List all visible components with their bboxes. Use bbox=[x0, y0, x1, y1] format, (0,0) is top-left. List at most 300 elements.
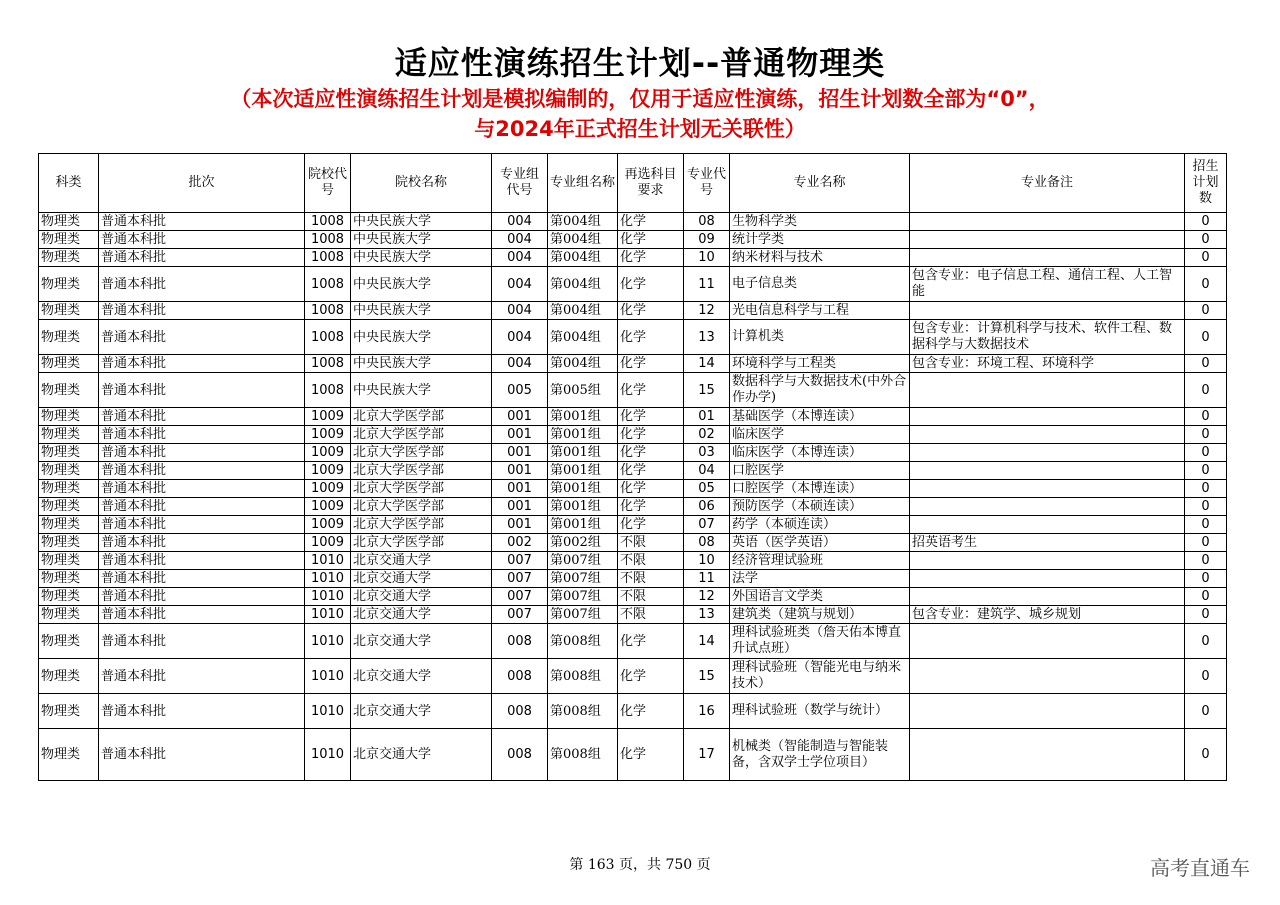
table-cell: 包含专业：计算机科学与技术、软件工程、数据科学与大数据技术 bbox=[910, 320, 1185, 355]
table-cell: 1009 bbox=[305, 516, 351, 534]
table-cell: 0 bbox=[1185, 426, 1227, 444]
table-row bbox=[39, 552, 1227, 570]
table-cell: 001 bbox=[492, 444, 548, 462]
table-cell: 北京大学医学部 bbox=[351, 408, 492, 426]
table-cell: 第007组 bbox=[548, 552, 618, 570]
table-cell: 第001组 bbox=[548, 498, 618, 516]
table-cell: 物理类 bbox=[39, 534, 99, 552]
table-cell: 物理类 bbox=[39, 267, 99, 302]
table-cell: 北京交通大学 bbox=[351, 606, 492, 624]
table-cell bbox=[910, 624, 1185, 659]
table-cell: 1009 bbox=[305, 426, 351, 444]
table-cell: 物理类 bbox=[39, 373, 99, 408]
table-cell bbox=[910, 729, 1185, 781]
col-header: 招生计划数 bbox=[1185, 154, 1227, 213]
table-cell: 第004组 bbox=[548, 355, 618, 373]
table-cell bbox=[910, 552, 1185, 570]
table-cell: 15 bbox=[684, 659, 730, 694]
table-cell: 物理类 bbox=[39, 320, 99, 355]
table-cell: 0 bbox=[1185, 355, 1227, 373]
table-cell: 1008 bbox=[305, 267, 351, 302]
table-cell: 10 bbox=[684, 552, 730, 570]
table-cell: 第004组 bbox=[548, 231, 618, 249]
table-cell: 北京大学医学部 bbox=[351, 498, 492, 516]
table-cell: 物理类 bbox=[39, 694, 99, 729]
table-cell: 化学 bbox=[618, 302, 684, 320]
table-cell: 环境科学与工程类 bbox=[730, 355, 910, 373]
table-cell: 0 bbox=[1185, 302, 1227, 320]
table-cell: 001 bbox=[492, 462, 548, 480]
table-cell: 化学 bbox=[618, 516, 684, 534]
table-cell: 第001组 bbox=[548, 426, 618, 444]
table-cell: 北京交通大学 bbox=[351, 659, 492, 694]
table-cell: 第007组 bbox=[548, 606, 618, 624]
table-cell: 中央民族大学 bbox=[351, 320, 492, 355]
table-cell: 临床医学 bbox=[730, 426, 910, 444]
table-cell bbox=[910, 694, 1185, 729]
table-row bbox=[39, 355, 1227, 373]
table-cell: 09 bbox=[684, 231, 730, 249]
table-cell: 1010 bbox=[305, 624, 351, 659]
table-cell: 不限 bbox=[618, 588, 684, 606]
table-cell: 第008组 bbox=[548, 729, 618, 781]
table-cell: 第004组 bbox=[548, 302, 618, 320]
table-cell: 0 bbox=[1185, 267, 1227, 302]
table-cell: 0 bbox=[1185, 659, 1227, 694]
table-cell: 物理类 bbox=[39, 408, 99, 426]
table-cell: 1008 bbox=[305, 320, 351, 355]
table-cell: 007 bbox=[492, 588, 548, 606]
table-cell: 中央民族大学 bbox=[351, 373, 492, 408]
table-cell: 11 bbox=[684, 570, 730, 588]
table-cell: 化学 bbox=[618, 267, 684, 302]
table-cell: 第001组 bbox=[548, 480, 618, 498]
table-cell: 1008 bbox=[305, 231, 351, 249]
table-cell: 普通本科批 bbox=[99, 480, 305, 498]
table-cell: 理科试验班类（詹天佑本博直升试点班） bbox=[730, 624, 910, 659]
table-cell: 0 bbox=[1185, 498, 1227, 516]
table-cell: 1009 bbox=[305, 444, 351, 462]
table-cell: 第007组 bbox=[548, 588, 618, 606]
table-cell: 化学 bbox=[618, 231, 684, 249]
table-cell bbox=[910, 302, 1185, 320]
table-cell: 005 bbox=[492, 373, 548, 408]
table-cell bbox=[910, 588, 1185, 606]
table-cell: 普通本科批 bbox=[99, 659, 305, 694]
table-cell: 0 bbox=[1185, 588, 1227, 606]
table-cell: 0 bbox=[1185, 516, 1227, 534]
table-cell: 化学 bbox=[618, 249, 684, 267]
table-cell: 第004组 bbox=[548, 249, 618, 267]
table-cell: 1009 bbox=[305, 408, 351, 426]
table-cell: 中央民族大学 bbox=[351, 355, 492, 373]
table-cell bbox=[910, 408, 1185, 426]
table-cell: 第001组 bbox=[548, 444, 618, 462]
table-cell: 0 bbox=[1185, 231, 1227, 249]
table-cell: 1008 bbox=[305, 213, 351, 231]
table-cell: 1010 bbox=[305, 729, 351, 781]
table-cell: 预防医学（本硕连读） bbox=[730, 498, 910, 516]
table-cell: 生物科学类 bbox=[730, 213, 910, 231]
table-cell: 物理类 bbox=[39, 231, 99, 249]
table-cell: 01 bbox=[684, 408, 730, 426]
table-cell: 普通本科批 bbox=[99, 302, 305, 320]
table-cell: 普通本科批 bbox=[99, 570, 305, 588]
table-cell: 004 bbox=[492, 213, 548, 231]
col-header: 院校代号 bbox=[305, 154, 351, 213]
table-cell: 物理类 bbox=[39, 249, 99, 267]
table-row bbox=[39, 659, 1227, 694]
table-cell: 机械类（智能制造与智能装备，含双学士学位项目） bbox=[730, 729, 910, 781]
table-cell: 不限 bbox=[618, 534, 684, 552]
table-cell: 物理类 bbox=[39, 498, 99, 516]
table-cell: 普通本科批 bbox=[99, 729, 305, 781]
table-cell: 化学 bbox=[618, 373, 684, 408]
table-cell: 06 bbox=[684, 498, 730, 516]
table-cell: 物理类 bbox=[39, 444, 99, 462]
table-cell: 物理类 bbox=[39, 426, 99, 444]
table-row bbox=[39, 302, 1227, 320]
table-cell: 001 bbox=[492, 498, 548, 516]
table-cell: 普通本科批 bbox=[99, 267, 305, 302]
table-cell: 1010 bbox=[305, 606, 351, 624]
page-footer: 第 163 页，共 750 页 bbox=[569, 857, 711, 873]
table-cell: 物理类 bbox=[39, 606, 99, 624]
table-cell: 0 bbox=[1185, 213, 1227, 231]
table-cell: 10 bbox=[684, 249, 730, 267]
table-cell: 0 bbox=[1185, 320, 1227, 355]
table-cell: 普通本科批 bbox=[99, 426, 305, 444]
table-cell: 北京交通大学 bbox=[351, 570, 492, 588]
table-cell: 北京大学医学部 bbox=[351, 480, 492, 498]
table-cell: 数据科学与大数据技术(中外合作办学) bbox=[730, 373, 910, 408]
table-cell: 007 bbox=[492, 606, 548, 624]
table-cell: 第007组 bbox=[548, 570, 618, 588]
table-cell: 第004组 bbox=[548, 213, 618, 231]
table-cell: 化学 bbox=[618, 213, 684, 231]
table-cell: 招英语考生 bbox=[910, 534, 1185, 552]
table-cell bbox=[910, 426, 1185, 444]
table-row bbox=[39, 426, 1227, 444]
table-cell: 004 bbox=[492, 249, 548, 267]
table-row bbox=[39, 249, 1227, 267]
page-title: 适应性演练招生计划--普通物理类 bbox=[394, 44, 886, 82]
table-cell bbox=[910, 498, 1185, 516]
table-cell: 0 bbox=[1185, 570, 1227, 588]
table-cell: 物理类 bbox=[39, 552, 99, 570]
table-cell bbox=[910, 231, 1185, 249]
table-cell: 1010 bbox=[305, 570, 351, 588]
table-cell: 第004组 bbox=[548, 320, 618, 355]
table-cell: 02 bbox=[684, 426, 730, 444]
table-cell: 包含专业：环境工程、环境科学 bbox=[910, 355, 1185, 373]
table-cell: 口腔医学 bbox=[730, 462, 910, 480]
table-cell: 001 bbox=[492, 480, 548, 498]
table-header-row bbox=[39, 154, 1227, 213]
table-cell: 物理类 bbox=[39, 729, 99, 781]
table-cell: 004 bbox=[492, 355, 548, 373]
table-cell: 004 bbox=[492, 302, 548, 320]
notice-line-1: （本次适应性演练招生计划是模拟编制的，仅用于适应性演练，招生计划数全部为“0”， bbox=[230, 87, 1050, 111]
table-cell: 不限 bbox=[618, 606, 684, 624]
table-cell: 北京交通大学 bbox=[351, 552, 492, 570]
table-cell: 第008组 bbox=[548, 624, 618, 659]
table-cell: 临床医学（本博连读） bbox=[730, 444, 910, 462]
notice-line-2: 与2024年正式招生计划无关联性） bbox=[474, 117, 806, 141]
table-cell: 普通本科批 bbox=[99, 444, 305, 462]
table-cell: 0 bbox=[1185, 249, 1227, 267]
table-cell: 物理类 bbox=[39, 516, 99, 534]
table-cell bbox=[910, 516, 1185, 534]
table-cell: 第001组 bbox=[548, 462, 618, 480]
table-cell: 第008组 bbox=[548, 659, 618, 694]
table-cell: 001 bbox=[492, 426, 548, 444]
table-cell: 1010 bbox=[305, 552, 351, 570]
table-cell: 第001组 bbox=[548, 516, 618, 534]
table-cell: 物理类 bbox=[39, 213, 99, 231]
table-cell: 中央民族大学 bbox=[351, 249, 492, 267]
table-cell: 物理类 bbox=[39, 588, 99, 606]
table-cell: 13 bbox=[684, 320, 730, 355]
table-cell: 0 bbox=[1185, 373, 1227, 408]
table-cell: 普通本科批 bbox=[99, 516, 305, 534]
table-cell: 0 bbox=[1185, 624, 1227, 659]
table-cell: 北京交通大学 bbox=[351, 694, 492, 729]
table-cell: 0 bbox=[1185, 552, 1227, 570]
table-cell: 物理类 bbox=[39, 302, 99, 320]
col-header: 批次 bbox=[99, 154, 305, 213]
table-cell: 1010 bbox=[305, 659, 351, 694]
table-cell: 北京大学医学部 bbox=[351, 444, 492, 462]
table-row bbox=[39, 570, 1227, 588]
table-row bbox=[39, 729, 1227, 781]
table-cell: 化学 bbox=[618, 462, 684, 480]
table-row bbox=[39, 320, 1227, 355]
table-cell: 1010 bbox=[305, 694, 351, 729]
table-cell: 物理类 bbox=[39, 570, 99, 588]
table-cell bbox=[910, 373, 1185, 408]
table-cell: 0 bbox=[1185, 408, 1227, 426]
table-cell: 1008 bbox=[305, 373, 351, 408]
table-cell: 第008组 bbox=[548, 694, 618, 729]
table-cell bbox=[910, 444, 1185, 462]
table-row bbox=[39, 588, 1227, 606]
table-cell: 08 bbox=[684, 213, 730, 231]
table-row bbox=[39, 694, 1227, 729]
table-row bbox=[39, 267, 1227, 302]
table-cell: 基础医学（本博连读） bbox=[730, 408, 910, 426]
table-row bbox=[39, 231, 1227, 249]
table-cell: 普通本科批 bbox=[99, 231, 305, 249]
table-cell: 中央民族大学 bbox=[351, 267, 492, 302]
table-cell bbox=[910, 659, 1185, 694]
table-cell: 16 bbox=[684, 694, 730, 729]
table-cell: 07 bbox=[684, 516, 730, 534]
table-cell: 1008 bbox=[305, 249, 351, 267]
table-row bbox=[39, 624, 1227, 659]
table-cell: 理科试验班（智能光电与纳米技术） bbox=[730, 659, 910, 694]
table-cell: 不限 bbox=[618, 552, 684, 570]
table-cell: 北京大学医学部 bbox=[351, 462, 492, 480]
table-cell: 第005组 bbox=[548, 373, 618, 408]
table-cell: 普通本科批 bbox=[99, 588, 305, 606]
table-cell: 0 bbox=[1185, 606, 1227, 624]
table-cell: 纳米材料与技术 bbox=[730, 249, 910, 267]
table-cell: 北京大学医学部 bbox=[351, 534, 492, 552]
table-cell: 第004组 bbox=[548, 267, 618, 302]
table-cell: 14 bbox=[684, 355, 730, 373]
table-cell bbox=[910, 462, 1185, 480]
table-cell: 化学 bbox=[618, 320, 684, 355]
table-cell: 008 bbox=[492, 729, 548, 781]
table-row bbox=[39, 373, 1227, 408]
table-cell: 普通本科批 bbox=[99, 552, 305, 570]
table-cell: 普通本科批 bbox=[99, 213, 305, 231]
table-cell: 1008 bbox=[305, 302, 351, 320]
table-cell: 中央民族大学 bbox=[351, 231, 492, 249]
table-cell: 经济管理试验班 bbox=[730, 552, 910, 570]
table-cell: 普通本科批 bbox=[99, 320, 305, 355]
table-cell: 物理类 bbox=[39, 480, 99, 498]
table-cell: 普通本科批 bbox=[99, 249, 305, 267]
table-row bbox=[39, 516, 1227, 534]
table-cell: 007 bbox=[492, 570, 548, 588]
col-header: 专业名称 bbox=[730, 154, 910, 213]
table-cell: 普通本科批 bbox=[99, 624, 305, 659]
table-row bbox=[39, 534, 1227, 552]
table-cell: 物理类 bbox=[39, 659, 99, 694]
table-cell: 理科试验班（数学与统计） bbox=[730, 694, 910, 729]
table-row bbox=[39, 498, 1227, 516]
table-cell: 化学 bbox=[618, 444, 684, 462]
table-cell: 计算机类 bbox=[730, 320, 910, 355]
table-cell: 1009 bbox=[305, 480, 351, 498]
table-cell: 统计学类 bbox=[730, 231, 910, 249]
table-cell: 0 bbox=[1185, 444, 1227, 462]
table-cell: 北京交通大学 bbox=[351, 624, 492, 659]
table-cell: 002 bbox=[492, 534, 548, 552]
table-cell: 化学 bbox=[618, 426, 684, 444]
table-cell: 中央民族大学 bbox=[351, 213, 492, 231]
table-cell: 北京交通大学 bbox=[351, 588, 492, 606]
table-cell: 17 bbox=[684, 729, 730, 781]
table-cell: 不限 bbox=[618, 570, 684, 588]
table-cell: 北京大学医学部 bbox=[351, 426, 492, 444]
table-cell: 光电信息科学与工程 bbox=[730, 302, 910, 320]
table-cell: 药学（本硕连读） bbox=[730, 516, 910, 534]
table-cell: 化学 bbox=[618, 694, 684, 729]
table-cell: 化学 bbox=[618, 355, 684, 373]
table-cell: 13 bbox=[684, 606, 730, 624]
col-header: 专业组名称 bbox=[548, 154, 618, 213]
table-cell: 化学 bbox=[618, 624, 684, 659]
table-cell: 外国语言文学类 bbox=[730, 588, 910, 606]
table-cell: 14 bbox=[684, 624, 730, 659]
table-cell bbox=[910, 570, 1185, 588]
table-cell: 1010 bbox=[305, 588, 351, 606]
col-header: 专业组代号 bbox=[492, 154, 548, 213]
table-cell: 普通本科批 bbox=[99, 534, 305, 552]
table-row bbox=[39, 408, 1227, 426]
table-cell: 普通本科批 bbox=[99, 694, 305, 729]
table-cell: 001 bbox=[492, 516, 548, 534]
table-cell: 12 bbox=[684, 588, 730, 606]
table-cell: 第002组 bbox=[548, 534, 618, 552]
col-header: 再选科目要求 bbox=[618, 154, 684, 213]
table-cell: 0 bbox=[1185, 694, 1227, 729]
table-cell: 化学 bbox=[618, 729, 684, 781]
table-cell: 1009 bbox=[305, 462, 351, 480]
table-cell: 1009 bbox=[305, 534, 351, 552]
table-cell: 15 bbox=[684, 373, 730, 408]
enrollment-plan-table bbox=[38, 153, 1227, 781]
table-cell: 1008 bbox=[305, 355, 351, 373]
table-cell: 普通本科批 bbox=[99, 373, 305, 408]
col-header: 专业备注 bbox=[910, 154, 1185, 213]
table-row bbox=[39, 444, 1227, 462]
brand-watermark: 高考直通车 bbox=[1150, 856, 1250, 880]
table-cell: 0 bbox=[1185, 534, 1227, 552]
table-row bbox=[39, 480, 1227, 498]
table-row bbox=[39, 606, 1227, 624]
table-cell: 物理类 bbox=[39, 624, 99, 659]
table-cell: 001 bbox=[492, 408, 548, 426]
table-cell: 0 bbox=[1185, 480, 1227, 498]
col-header: 科类 bbox=[39, 154, 99, 213]
table-row bbox=[39, 462, 1227, 480]
col-header: 院校名称 bbox=[351, 154, 492, 213]
table-cell: 化学 bbox=[618, 408, 684, 426]
table-cell: 普通本科批 bbox=[99, 498, 305, 516]
table-cell bbox=[910, 213, 1185, 231]
table-cell: 08 bbox=[684, 534, 730, 552]
table-cell: 004 bbox=[492, 267, 548, 302]
table-cell: 包含专业：建筑学、城乡规划 bbox=[910, 606, 1185, 624]
table-cell bbox=[910, 480, 1185, 498]
table-cell: 北京大学医学部 bbox=[351, 516, 492, 534]
table-cell: 004 bbox=[492, 320, 548, 355]
table-cell: 英语（医学英语） bbox=[730, 534, 910, 552]
table-cell: 北京交通大学 bbox=[351, 729, 492, 781]
table-cell: 普通本科批 bbox=[99, 408, 305, 426]
table-cell: 0 bbox=[1185, 462, 1227, 480]
table-cell: 化学 bbox=[618, 498, 684, 516]
table-cell: 口腔医学（本博连读） bbox=[730, 480, 910, 498]
table-cell: 建筑类（建筑与规划） bbox=[730, 606, 910, 624]
table-cell: 物理类 bbox=[39, 462, 99, 480]
table-cell: 电子信息类 bbox=[730, 267, 910, 302]
table-cell: 第001组 bbox=[548, 408, 618, 426]
table-cell: 008 bbox=[492, 694, 548, 729]
table-cell: 12 bbox=[684, 302, 730, 320]
table-cell bbox=[910, 249, 1185, 267]
table-cell: 05 bbox=[684, 480, 730, 498]
table-cell: 物理类 bbox=[39, 355, 99, 373]
table-cell: 化学 bbox=[618, 480, 684, 498]
table-cell: 04 bbox=[684, 462, 730, 480]
table-cell: 004 bbox=[492, 231, 548, 249]
table-cell: 中央民族大学 bbox=[351, 302, 492, 320]
table-cell: 007 bbox=[492, 552, 548, 570]
table-cell: 普通本科批 bbox=[99, 606, 305, 624]
table-cell: 008 bbox=[492, 624, 548, 659]
col-header: 专业代号 bbox=[684, 154, 730, 213]
table-cell: 0 bbox=[1185, 729, 1227, 781]
table-cell: 普通本科批 bbox=[99, 462, 305, 480]
table-cell: 1009 bbox=[305, 498, 351, 516]
table-cell: 法学 bbox=[730, 570, 910, 588]
table-cell: 11 bbox=[684, 267, 730, 302]
